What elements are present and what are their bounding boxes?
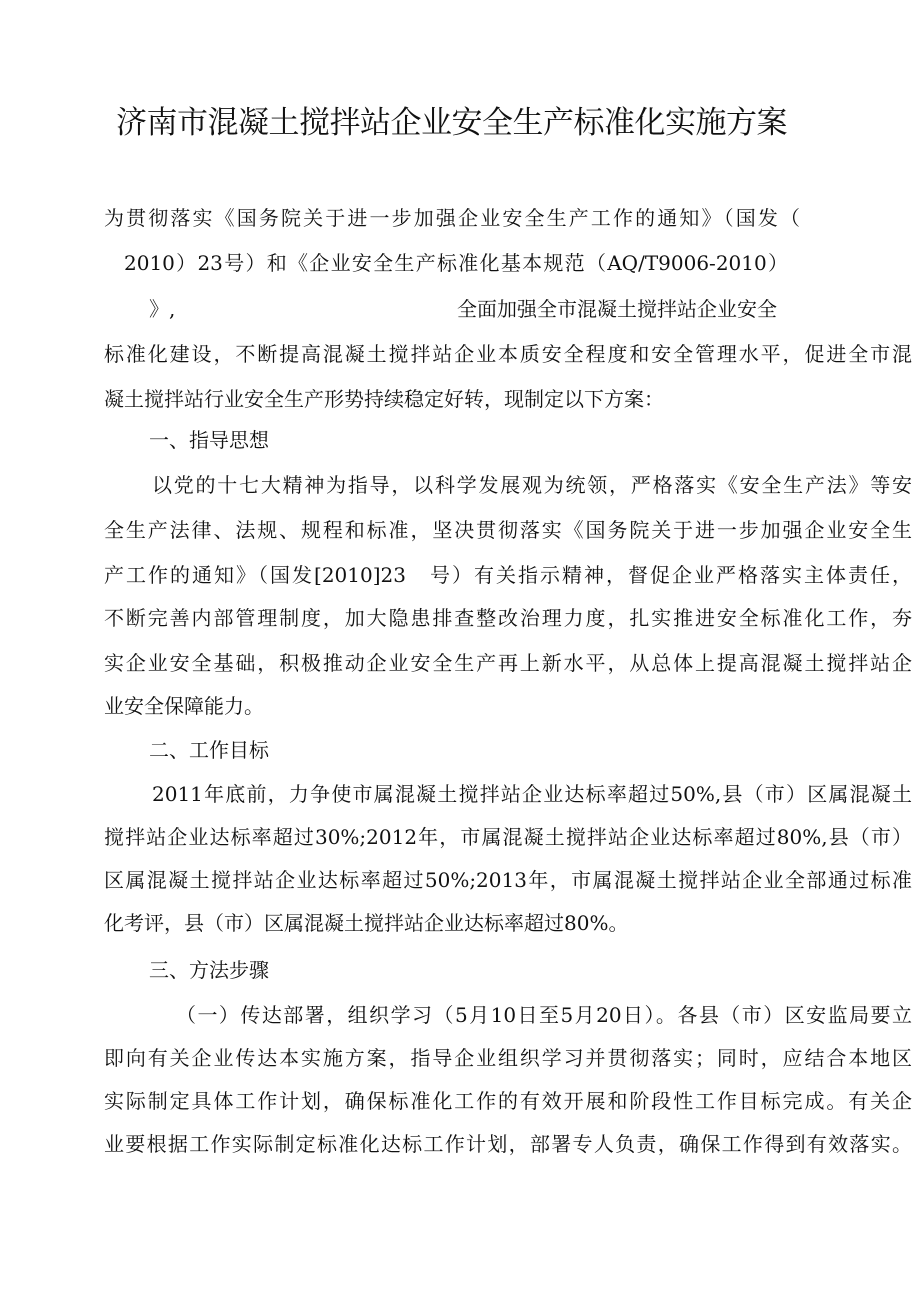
intro-line: 》, <box>149 297 176 321</box>
section-line: 全生产法律、法规、规程和标准，坚决贯彻落实《国务院关于进一步加强企业安全生 <box>104 518 912 542</box>
section-line: （一）传达部署，组织学习（5月10日至5月20日）。各县（市）区安监局要立 <box>176 1003 912 1027</box>
section-heading: 三、方法步骤 <box>149 958 269 982</box>
section-line: 2011年底前，力争使市属混凝土搅拌站企业达标率超过50%,县（市）区属混凝土 <box>152 782 912 806</box>
document-title: 济南市混凝土搅拌站企业安全生产标准化实施方案 <box>116 105 787 141</box>
section-line: 业安全保障能力。 <box>104 694 264 718</box>
intro-line: 全面加强全市混凝土搅拌站企业安全 <box>457 297 777 321</box>
intro-line: 标准化建设，不断提高混凝土搅拌站企业本质安全程度和安全管理水平，促进全市混 <box>104 342 912 366</box>
intro-line: 为贯彻落实《国务院关于进一步加强企业安全生产工作的通知》（国发（ <box>104 206 800 230</box>
section-heading: 一、指导思想 <box>149 428 269 452</box>
section-line: 不断完善内部管理制度，加大隐患排查整改治理力度，扎实推进安全标准化工作，夯 <box>104 606 912 630</box>
intro-line: 2010）23号）和《企业安全生产标准化基本规范（AQ/T9006-2010） <box>124 251 788 275</box>
section-line: 产工作的通知》（国发[2010]23 号）有关指示精神，督促企业严格落实主体责任， <box>104 563 912 587</box>
section-line: 即向有关企业传达本实施方案，指导企业组织学习并贯彻落实；同时，应结合本地区 <box>104 1046 912 1070</box>
section-line: 实企业安全基础，积极推动企业安全生产再上新水平，从总体上提高混凝土搅拌站企 <box>104 651 912 675</box>
section-line: 实际制定具体工作计划，确保标准化工作的有效开展和阶段性工作目标完成。有关企 <box>104 1089 912 1113</box>
section-heading: 二、工作目标 <box>149 738 269 762</box>
intro-line: 凝土搅拌站行业安全生产形势持续稳定好转，现制定以下方案： <box>104 387 664 411</box>
section-line: 搅拌站企业达标率超过30%;2012年，市属混凝土搅拌站企业达标率超过80%,县（市） <box>104 825 912 849</box>
section-line: 区属混凝土搅拌站企业达标率超过50%;2013年，市属混凝土搅拌站企业全部通过标准 <box>104 868 912 892</box>
section-line: 业要根据工作实际制定标准化达标工作计划，部署专人负责，确保工作得到有效落实。 <box>104 1132 912 1156</box>
section-line: 以党的十七大精神为指导，以科学发展观为统领，严格落实《安全生产法》等安 <box>152 473 912 497</box>
section-line: 化考评，县（市）区属混凝土搅拌站企业达标率超过80%。 <box>104 911 629 935</box>
